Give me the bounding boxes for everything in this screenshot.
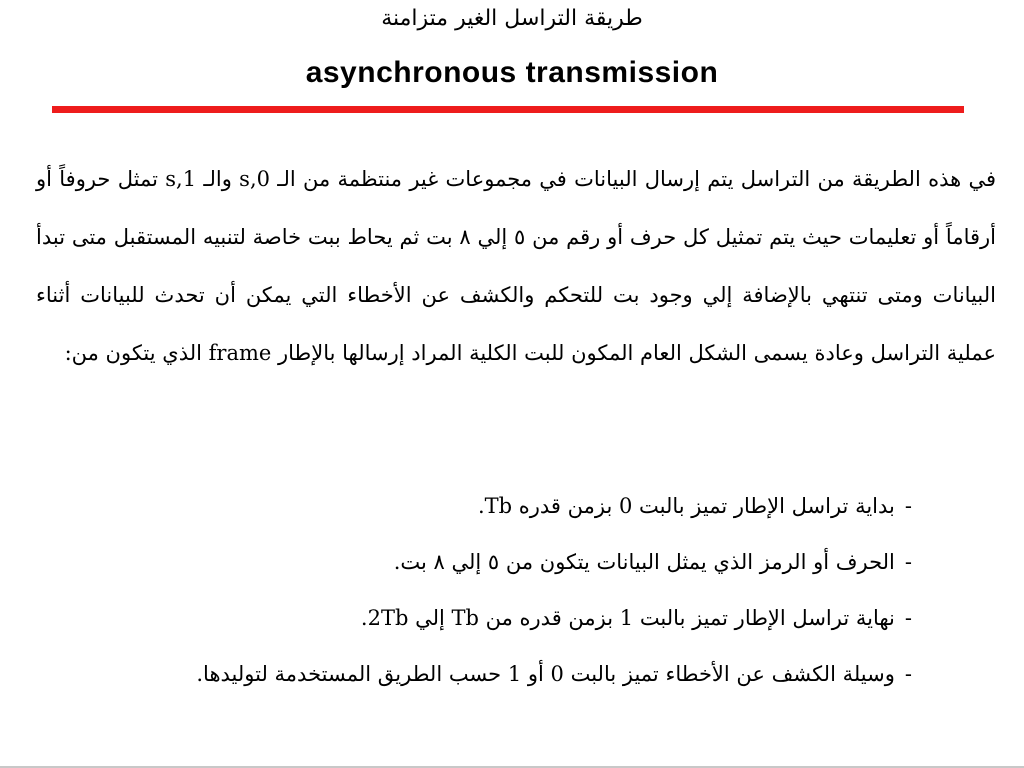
- bullet-marker: -: [904, 494, 912, 518]
- bullet-text: بداية تراسل الإطار تميز بالبت 0 بزمن قدره Tb.: [477, 494, 895, 518]
- title-divider: [52, 106, 964, 113]
- bullet-list: [100, 478, 912, 702]
- bullet-item: [100, 646, 912, 702]
- bullet-marker: -: [904, 662, 912, 686]
- slide-title-arabic: طريقة التراسل الغير متزامنة: [381, 6, 643, 31]
- bullet-marker: -: [904, 606, 912, 630]
- bullet-item: [100, 534, 912, 590]
- body-paragraph: في هذه الطريقة من التراسل يتم إرسال البيانات في مجموعات غير منتظمة من الـ 0,s والـ 1,s تمثل حروفاً أو أرقاماً أو تعليمات حيث يتم تمثيل كل حرف أو رقم من ٥ إلي ٨ بت ثم يحاط ببت خاصة لتنبيه المستقبل متى تبدأ البيانات ومتى تنتهي بالإضافة إلي وجود بت للتحكم والكشف عن الأخطاء التي يمكن أن تحدث للبيانات أثناء عملية التراسل وعادة يسمى الشكل العام المكون للبت الكلية المراد إرسالها بالإطار frame الذي يتكون من:: [36, 167, 996, 365]
- bullet-marker: -: [904, 550, 912, 574]
- bullet-text: وسيلة الكشف عن الأخطاء تميز بالبت 0 أو 1 حسب الطريق المستخدمة لتوليدها.: [196, 662, 895, 686]
- bullet-text: الحرف أو الرمز الذي يمثل البيانات يتكون من ٥ إلي ٨ بت.: [393, 550, 895, 574]
- bullet-item: [100, 590, 912, 646]
- slide-title-english: asynchronous transmission: [305, 56, 719, 89]
- bullet-item: [100, 478, 912, 534]
- bullet-text: نهاية تراسل الإطار تميز بالبت 1 بزمن قدره من Tb إلي 2Tb.: [360, 606, 895, 630]
